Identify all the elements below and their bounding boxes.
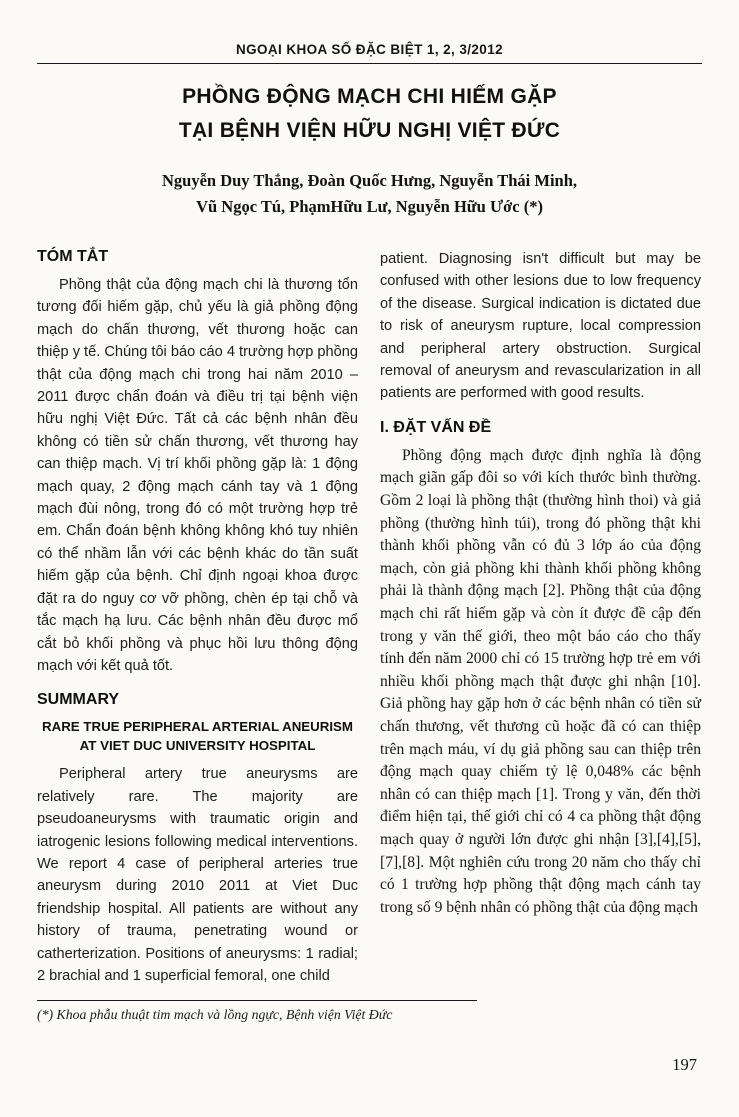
authors-line2: Vũ Ngọc Tú, PhạmHữu Lư, Nguyễn Hữu Ước (*): [196, 197, 543, 216]
abstract-heading: TÓM TẮT: [37, 248, 109, 265]
summary-subtitle: [37, 717, 358, 755]
article-title-line2: TẠI BỆNH VIỆN HỮU NGHỊ VIỆT ĐỨC: [178, 119, 561, 142]
abstract-paragraph: Phồng thật của động mạch chi là thương tổn tương đối hiếm gặp, chủ yếu là giả phồng động mạch do chấn thương, vết thương hoặc can thiệp y tế. Chúng tôi báo cáo 4 trường hợp phồng thật của động mạch chi trong hai năm 2010 – 2011 được chẩn đoán và điều trị tại bệnh viện hữu nghị Việt Đức. Tất cả các bệnh nhân đều không có tiền sử chấn thương, vết thương hay can thiệp mạch. Vị trí khối phồng gặp là: 1 động mạch quay, 2 động mạch cánh tay và 1 động mạch đùi nông, trong đó có một trường hợp trẻ em. Chẩn đoán bệnh không không khó tuy nhiên có thể nhầm lẫn với các bệnh khác do tần suất hiếm gặp của bệnh. Chỉ định ngoại khoa được đặt ra do nguy cơ vỡ phồng, chèn ép tại chỗ và tắc mạch hạ lưu. Các bệnh nhân đều được mổ cắt bỏ khối phồng và phục hồi lưu thông động mạch với kết quả tốt.: [37, 277, 358, 674]
section1-heading: I. ĐẶT VẤN ĐỀ: [380, 418, 492, 436]
left-column: [37, 248, 358, 993]
authors-line1: Nguyễn Duy Thắng, Đoàn Quốc Hưng, Nguyễn Thái Minh,: [161, 171, 578, 190]
two-column-body: [37, 248, 702, 993]
article-title-line1: PHỒNG ĐỘNG MẠCH CHI HIẾM GẶP: [182, 85, 557, 108]
summary-subtitle-line1: RARE TRUE PERIPHERAL ARTERIAL ANEURISM: [41, 719, 354, 735]
page-number: 197: [672, 1055, 697, 1074]
footnote: (*) Khoa phẫu thuật tim mạch và lồng ngực, Bệnh viện Việt Đức: [37, 1000, 477, 1023]
summary-heading: SUMMARY: [37, 691, 120, 709]
summary-paragraph: Peripheral artery true aneurysms are relatively rare. The majority are pseudoaneurysms with traumatic origin and iatrogenic lesions following medical interventions. We report 4 case of peripheral arteries true aneurysm during 2010 2011 at Viet Duc friendship hospital. All patients are without any history of trauma, penetrating wound or catherterization. Positions of aneurysms: 1 radial; 2 brachial and 1 superficial femoral, one child: [37, 766, 358, 984]
article-title: [37, 80, 702, 148]
journal-header: NGOẠI KHOA SỐ ĐẶC BIỆT 1, 2, 3/2012: [37, 42, 702, 64]
right-column: [380, 248, 701, 993]
summary-continuation-paragraph: patient. Diagnosing isn't difficult but may be confused with other lesions due to low frequency of the disease. Surgical indication is dictated due to risk of aneurysm rupture, local compression and peripheral artery obstruction. Surgical removal of aneurysm and revascularization in all patients are performed with good results.: [380, 251, 701, 402]
summary-subtitle-line2: AT VIET DUC UNIVERSITY HOSPITAL: [79, 738, 316, 754]
section1-paragraph: Phồng động mạch được định nghĩa là động mạch giãn gấp đôi so với kích thước bình thường. Gồm 2 loại là phồng thật (thường hình thoi) và giả phồng (thường hình túi), trong đó phồng thật khi thành khối phồng vẫn có đủ 3 lớp áo của động mạch, còn giả phồng khi thành khối phồng không phải là thành động mạch [2]. Phồng thật của động mạch chi rất hiếm gặp và còn ít được đề cập đến trong y văn thế giới, theo một báo cáo cho thấy tính đến năm 2000 chỉ có 15 trường hợp trẻ em với nhiều khối phồng mạch thật được ghi nhận [10]. Giả phồng hay gặp hơn ở các bệnh nhân có tiền sử chấn thương, vết thương cũ hoặc đã có can thiệp trên mạch máu, ví dụ giả phồng sau can thiệp trên động mạch quay chiếm tỷ lệ 0,048% các bệnh nhân có can thiệp mạch [1]. Trong y văn, đến thời điểm hiện tại, thế giới chỉ có 4 ca phồng thật động mạch quay ở người lớn được ghi nhận [3],[4],[5],[7],[8]. Một nghiên cứu trong 20 năm cho thấy chỉ có 1 trường hợp phồng thật động mạch cánh tay trong số 9 bệnh nhân có phồng thật của động mạch: [380, 446, 701, 916]
authors-block: [37, 168, 702, 220]
